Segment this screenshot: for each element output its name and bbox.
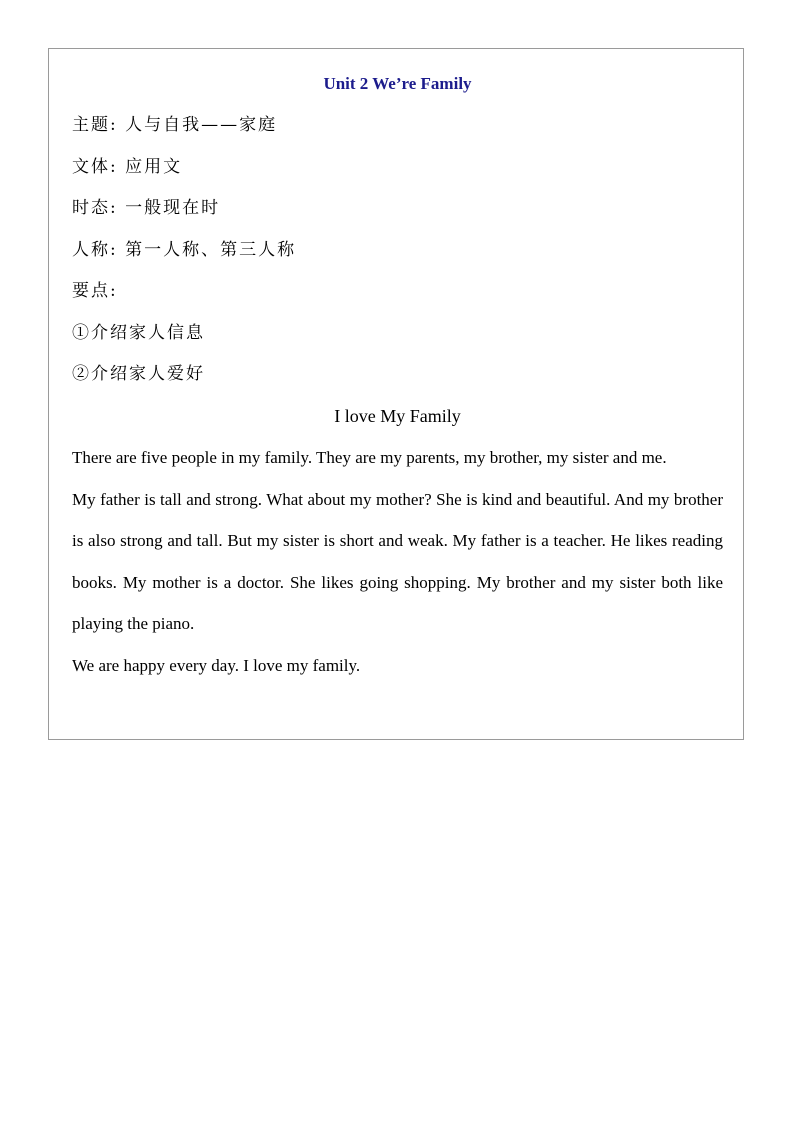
unit-title: Unit 2 We’re Family [323, 74, 472, 93]
essay-paragraph-2: My father is tall and strong. What about my mother? She is kind and beautiful. And my brother is also strong and tall. But my sister is short and weak. My father is a teacher. He likes reading books. My mother is a doctor. She likes going shopping. My brother and my sister both like playing the piano. [72, 489, 723, 633]
essay-paragraph-1: There are five people in my family. They are my parents, my brother, my sister and me. [72, 448, 667, 467]
theme-line: 主题: 人与自我——家庭 [72, 115, 278, 135]
key-points-label: 要点: [72, 281, 118, 301]
genre-line: 文体: 应用文 [72, 156, 183, 177]
tense-line: 时态: 一般现在时 [72, 198, 221, 218]
key-point-2: ②介绍家人爱好 [72, 364, 205, 384]
essay-title: I love My Family [334, 405, 461, 426]
key-point-1: ①介绍家人信息 [72, 322, 205, 343]
person-line: 人称: 第一人称、第三人称 [72, 239, 297, 260]
document-body [72, 63, 723, 686]
essay-paragraph-3: We are happy every day. I love my family. [72, 655, 361, 675]
